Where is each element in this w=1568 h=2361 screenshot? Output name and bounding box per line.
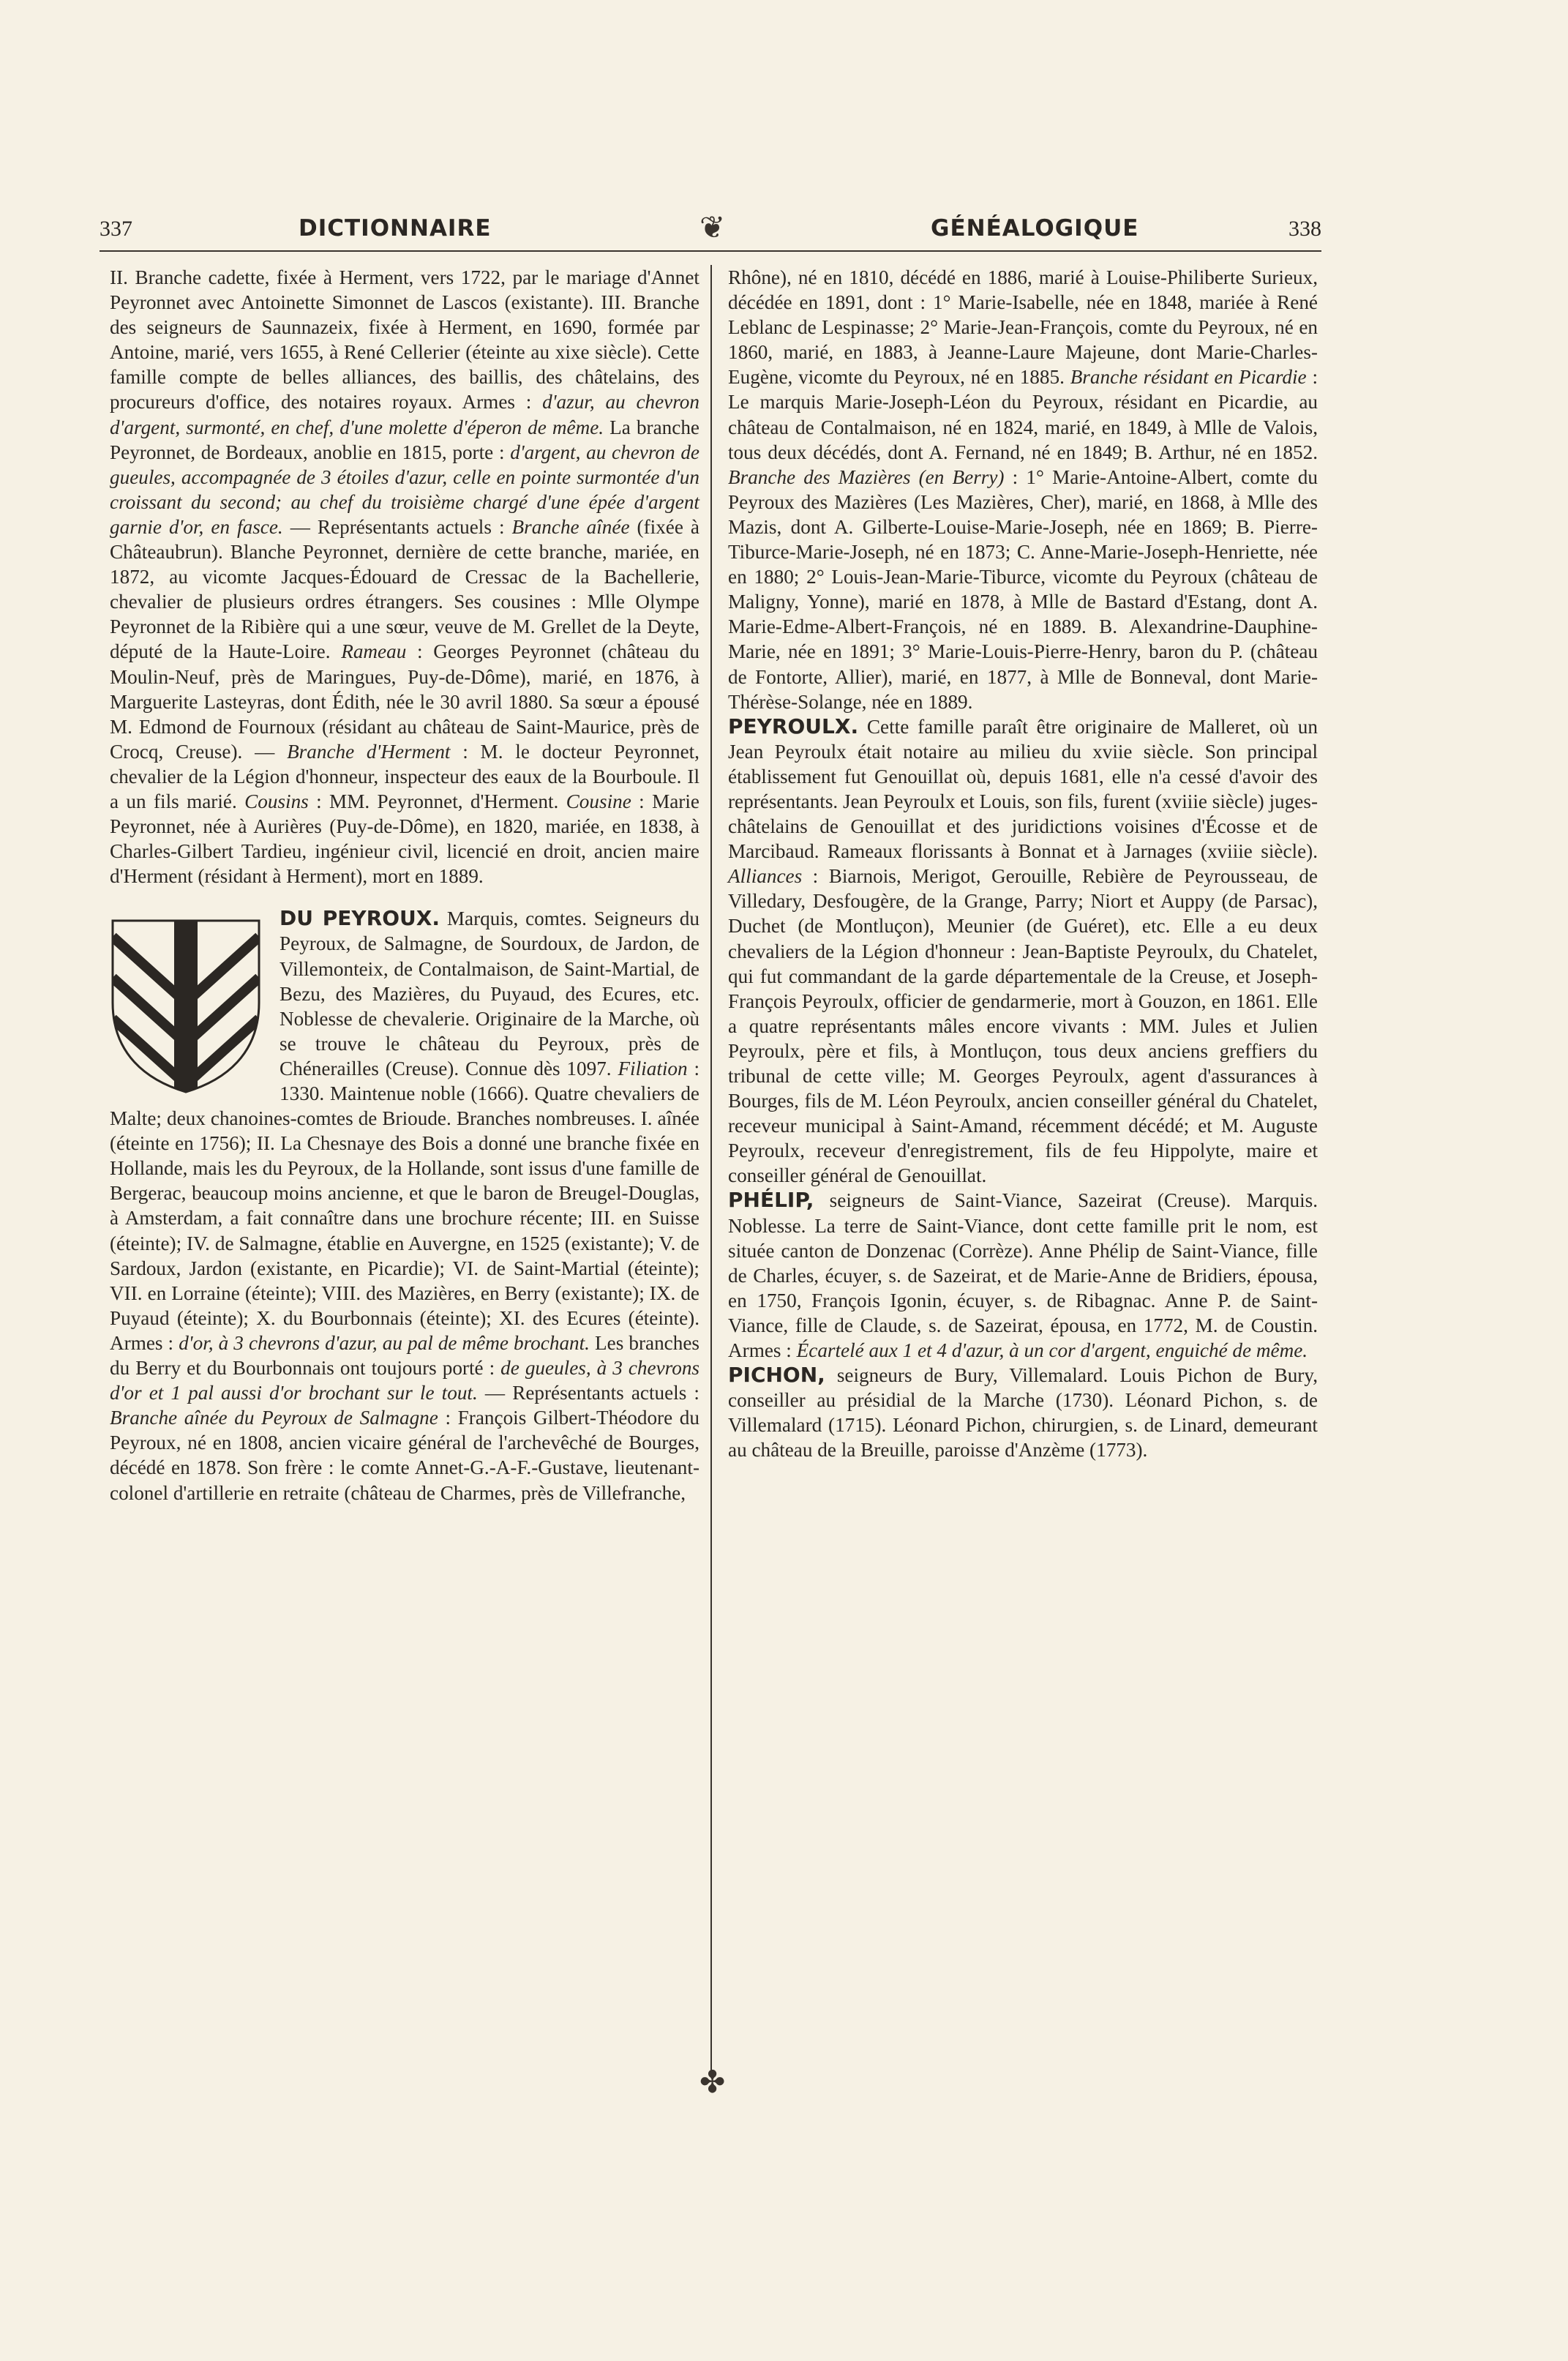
- right-column: [728, 265, 1318, 1463]
- entry-du-peyroux: DU PEYROUX. Marquis, comtes. Seigneurs du Peyroux, de Salmagne, de Sourdoux, de Jardon, de Villemonteix, de Contalmaison, de Saint-Martial, de Bezu, des Mazières, du Puyaud, des Ecures, etc. Noblesse de chevalerie. Originaire de la Marche, où se trouve le château du Peyroux, près de Chénerailles (Creuse). Connue dès 1097. Filiation : 1330. Maintenue noble (1666). Quatre chevaliers de Malte; deux chanoines-comtes de Brioude. Branches nombreuses. I. aînée (éteinte en 1756); II. La Chesnaye des Bois a donné une branche fixée en Hollande, mais les du Peyroux, de la Hollande, sont issus d'une famille de Bergerac, beaucoup moins ancienne, et que le baron de Breugel-Douglas, à Amsterdam, a fait connaître dans une brochure récente; III. en Suisse (éteinte); IV. de Salmagne, établie en Auvergne, en 1525 (existante); V. de Sardoux, Jardon (existante, en Picardie); VI. de Saint-Martial (éteinte); VII. en Lorraine (éteinte); VIII. des Mazières, en Berry (existante); IX. de Puyaud (éteinte); X. du Bourbonnais (éteinte); XI. des Ecures (éteinte). Armes : d'or, à 3 chevrons d'azur, au pal de même brochant. Les branches du Berry et du Bourbonnais ont toujours porté : de gueules, à 3 chevrons d'or et 1 pal aussi d'or brochant sur le tout. — Représentants actuels : Branche aînée du Peyroux de Salmagne : François Gilbert-Théodore du Peyroux, né en 1808, ancien vicaire général de l'archevêché de Bourges, décédé en 1878. Son frère : le comte Annet-G.-A-F.-Gustave, lieutenant-colonel d'artillerie en retraite (château de Charmes, près de Villefranche,: [110, 906, 699, 1505]
- left-column: [110, 265, 699, 1505]
- column-divider: [710, 265, 712, 2073]
- right-page-number: 338: [1288, 217, 1321, 241]
- entry-peyroulx: PEYROULX. Cette famille paraît être originaire de Malleret, où un Jean Peyroulx était notaire au milieu du xviie siècle. Son principal établissement fut Genouillat où, depuis 1681, elle n'a cessé d'avoir des représentants. Jean Peyroulx et Louis, son fils, furent (xviiie siècle) juges-châtelains de Genouillat et des juridictions voisines d'Écosse et de Marcibaud. Rameaux florissants à Bonnat et à Jarnages (xviiie siècle). Alliances : Biarnois, Merigot, Gerouille, Rebière de Peyrousseau, de Villedary, Desfougère, de la Grange, Parry; Niort et Auppy (de Parsac), Duchet (de Montluçon), Meunier (de Guéret), etc. Elle a eu deux chevaliers de la Légion d'honneur : Jean-Baptiste Peyroulx, du Chatelet, qui fut commandant de la garde départementale de la Creuse, et Joseph-François Peyroulx, officier de gendarmerie, mort à Gouzon, en 1861. Elle a quatre représentants mâles encore vivants : MM. Jules et Julien Peyroulx, père et fils, à Montluçon, tous deux anciens greffiers du tribunal de cette ville; M. Georges Peyroulx, agent d'assurances à Bourges, fils de M. Léon Peyroulx, ancien conseiller général du Chatelet, receveur municipal à Saint-Amand, récemment décédé; et M. Auguste Peyroulx, receveur d'enregistrement, fils de feu Hippolyte, maire et conseiller général de Genouillat.: [728, 714, 1318, 1187]
- left-running-title: DICTIONNAIRE: [299, 215, 492, 242]
- headword-peyroulx: PEYROULX.: [728, 714, 859, 738]
- entry-phelip: PHÉLIP, seigneurs de Saint-Viance, Sazeirat (Creuse). Marquis. Noblesse. La terre de Saint-Viance, dont cette famille prit le nom, est située canton de Donzenac (Corrèze). Anne Phélip de Saint-Viance, fille de Charles, écuyer, s. de Sazeirat, et de Marie-Anne de Bridiers, épousa, en 1750, François Igonin, écuyer, s. de Ribagnac. Anne P. de Saint-Viance, fille de Claude, s. de Sazeirat, épousa, en 1772, M. de Coustin. Armes : Écartelé aux 1 et 4 d'azur, à un cor d'argent, enguiché de même.: [728, 1188, 1318, 1362]
- right-running-title: GÉNÉALOGIQUE: [931, 215, 1139, 242]
- entry-pichon: PICHON, seigneurs de Bury, Villemalard. Louis Pichon de Bury, conseiller au présidial de la Marche (1730). Léonard Pichon, s. de Villemalard (1715). Léonard Pichon, chirurgien, s. de Linard, demeurant au château de la Breuille, paroisse d'Anzème (1773).: [728, 1363, 1318, 1462]
- fleuron-icon: ✤: [699, 2064, 726, 2100]
- entry-peyronnet-continued: II. Branche cadette, fixée à Herment, vers 1722, par le mariage d'Annet Peyronnet avec Antoinette Simonnet de Lascos (existante). III. Branche des seigneurs de Saunnazeix, fixée à Herment, en 1690, formée par Antoine, marié, vers 1655, à René Cellerier (éteinte au xixe siècle). Cette famille compte de belles alliances, des baillis, des châtelains, des procureurs d'office, des notaires royaux. Armes : d'azur, au chevron d'argent, surmonté, en chef, d'une molette d'éperon de même. La branche Peyronnet, de Bordeaux, anoblie en 1815, porte : d'argent, au chevron de gueules, accompagnée de 3 étoiles d'azur, celle en pointe surmontée d'un croissant du second; au chef du troisième chargé d'une épée d'argent garnie d'or, en fasce. — Représentants actuels : Branche aînée (fixée à Châteaubrun). Blanche Peyronnet, dernière de cette branche, mariée, en 1872, au vicomte Jacques-Édouard de Cressac de la Bachellerie, chevalier de plusieurs ordres étrangers. Ses cousines : Mlle Olympe Peyronnet de la Ribière qui a une sœur, veuve de M. Grellet de la Deyte, député de la Haute-Loire. Rameau : Georges Peyronnet (château du Moulin-Neuf, près de Maringues, Puy-de-Dôme), marié, en 1876, à Marguerite Lasteyras, dont Édith, née le 30 avril 1880. Sa sœur a épousé M. Edmond de Fournoux (résidant au château de Saint-Maurice, près de Crocq, Creuse). — Branche d'Herment : M. le docteur Peyronnet, chevalier de la Légion d'honneur, inspecteur des eaux de la Bourboule. Il a un fils marié. Cousins : MM. Peyronnet, d'Herment. Cousine : Marie Peyronnet, née à Aurières (Puy-de-Dôme), en 1820, mariée, en 1838, à Charles-Gilbert Tardieu, ingénieur civil, licencié en droit, ancien maire d'Herment (résidant à Herment), mort en 1889.: [110, 266, 699, 888]
- fleuron-icon: ❦: [699, 209, 726, 245]
- headword-pichon: PICHON,: [728, 1363, 825, 1388]
- entry-du-peyroux-continued: Rhône), né en 1810, décédé en 1886, marié à Louise-Philiberte Surieux, décédée en 1891, dont : 1° Marie-Isabelle, née en 1848, mariée à René Leblanc de Lespinasse; 2° Marie-Jean-François, comte du Peyroux, né en 1860, marié, en 1883, à Jeanne-Laure Majeune, dont Marie-Charles-Eugène, vicomte du Peyroux, né en 1885. Branche résidant en Picardie : Le marquis Marie-Joseph-Léon du Peyroux, résidant en Picardie, au château de Contalmaison, né en 1824, marié, en 1849, à Mlle de Valois, tous deux décédés, dont A. Fernand, né en 1849; B. Arthur, né en 1852. Branche des Mazières (en Berry) : 1° Marie-Antoine-Albert, comte du Peyroux des Mazières (Les Mazières, Cher), marié, en 1868, à Mlle des Mazis, dont A. Gilberte-Louise-Marie-Joseph, née en 1869; B. Pierre-Tiburce-Marie-Joseph, né en 1873; C. Anne-Marie-Joseph-Henriette, née en 1880; 2° Louis-Jean-Marie-Tiburce, vicomte du Peyroux (château de Maligny, Yonne), marié en 1878, à Mlle de Bastard d'Estang, dont A. Marie-Edme-Albert-François, né en 1889. B. Alexandrine-Dauphine-Marie, née en 1891; 3° Marie-Louis-Pierre-Henry, baron du P. (château de Fontorte, Allier), marié, en 1877, à Mlle de Bonneval, dont Marie-Thérèse-Solange, née en 1889.: [728, 266, 1318, 713]
- left-page-number: 337: [100, 217, 132, 241]
- headword-phelip: PHÉLIP,: [728, 1188, 814, 1213]
- headword-du-peyroux: DU PEYROUX.: [280, 906, 440, 931]
- shield-icon: [104, 910, 268, 1096]
